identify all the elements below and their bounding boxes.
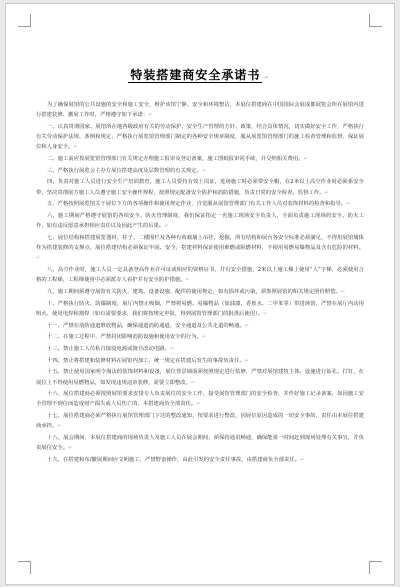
body-paragraph: [36, 287, 364, 297]
paragraph-mark: ↵: [196, 401, 201, 408]
paragraph-text: 六、施工期间严格遵守展馆的各项安全、防火管理制度，我们保证指定一名施工现场安全负责人，全面负责施工现场的安全、防火工作，如有违反愿意承担相应责任以及因此产生的后果。: [36, 213, 364, 230]
document-page: [6, 4, 394, 584]
body-paragraph: [36, 177, 364, 197]
paragraph-text: 十三、禁止施工人员私自接驳电源或擅自改动电路。: [47, 345, 170, 352]
body-paragraph: [36, 211, 364, 231]
body-paragraph: [36, 199, 364, 209]
body-paragraph: [36, 299, 364, 319]
page-corner-mark: [18, 14, 31, 27]
paragraph-mark: ↵: [185, 277, 190, 284]
paragraph-text: 二、施工前应按展览馆管理部门有关规定办理施工报审及登记备案，施工图纸报审同手续，并交纳相关费用。: [47, 156, 304, 163]
document-title: [6, 66, 394, 83]
body-paragraph: [36, 356, 364, 366]
body-paragraph: [36, 433, 364, 453]
paragraph-mark: ↵: [264, 75, 270, 81]
paragraph-text: 十六、展位搭建商必须按照展馆要求安排专人负责展位的安全工作，接受展馆管理部门的安全检查，并作好施工记录备案，如因施工安全管理不到位而造成财产损失或人员伤亡的，本搭建商负全部责任。: [36, 391, 364, 408]
paragraph-text: 三、严格执行展览会主办方展位搭建高度及层数管理的有关规定。: [47, 167, 202, 174]
paragraph-mark: ↵: [169, 345, 175, 352]
paragraph-text: 十一、严禁在消防通道堆放物品，确保通道消防通道、安全通道及公共走道的畅通。: [47, 322, 245, 329]
paragraph-text: 为了确保展馆的公共设施的安全和施工安全，维护该馆宁静、安全和环境整洁，本展位搭建商在中国国际会展成都展览会所在展馆内进行搭建装修、撤展工作时，严格遵守如下承诺：: [36, 102, 364, 119]
paragraph-mark: ↵: [190, 379, 196, 386]
body-paragraph: [36, 100, 364, 120]
body-paragraph: [36, 332, 364, 342]
document-title-text: 特装搭建商安全承诺书: [130, 68, 261, 82]
paragraph-mark: ↵: [164, 223, 169, 230]
paragraph-mark: ↵: [340, 288, 346, 295]
body-paragraph: [36, 321, 364, 331]
paragraph-mark: ↵: [299, 457, 305, 463]
paragraph-text: 十四、禁止将搭建和装修材料在展馆内加工，统一规定在搭建后发生的事故负责任。: [47, 357, 245, 364]
body-paragraph: [36, 344, 364, 354]
paragraph-text: 十二、在施工过程中，严禁封闭影响消防设施和使用安全的行为。: [47, 334, 202, 341]
paragraph-text: 十七、展位搭建商必须严格执行展馆管理部门下达的整改通知，按要求进行整改，因展位原因造成的一切安全事故，责任由本展位搭建商承担。: [36, 413, 364, 430]
page-corner-mark: [18, 561, 31, 574]
body-paragraph: [36, 367, 364, 387]
paragraph-mark: ↵: [68, 445, 73, 452]
body-paragraph: [36, 389, 364, 409]
paragraph-mark: ↵: [244, 357, 249, 364]
paragraph-mark: ↵: [36, 255, 41, 262]
paragraph-text: 九、施工期间须遵守展馆有关防火、建筑、设备设施、配件的使用规定，如有损坏或污染，须参照展馆的相关规定照价赔偿。: [47, 288, 341, 295]
body-paragraph: [36, 122, 364, 153]
paragraph-mark: ↵: [148, 112, 153, 119]
document-body: [36, 100, 364, 467]
paragraph-text: 一、认真贯彻国家、展馆所在地各级政府有关的劳动保护、安全生产管理的方针、政策，结合具体情况，切实做好安全工作，严格执行有关劳动保护法规、条例和规定，严格执行展览馆管理部门制定的各种安全规章制度，服从展览馆管理部门的施工检查管理和监督，保证展位和人身安全。: [36, 123, 364, 151]
body-paragraph: [36, 411, 364, 431]
paragraph-mark: ↵: [201, 167, 207, 174]
paragraph-text: 十、严格执行防火、防爆制度，展厅内禁止吸烟，严禁将易燃、易爆物品（如油漆、香蕉水、二甲苯等）带进场馆，严禁在展厅内动用明火、使用电焊和割焊（如有需要要求，我们将按规定申报，得到展馆管理部门的批准后使用）。: [36, 300, 364, 317]
paragraph-mark: ↵: [263, 310, 268, 317]
body-paragraph: [36, 166, 364, 176]
paragraph-mark: ↵: [303, 156, 308, 163]
paragraph-mark: ↵: [201, 334, 207, 341]
paragraph-text: 十八、展会期间，本展位搭建商的现场负责人及施工人员在展会期间，须保持通讯畅通，确保能第一时间赶到现场处理有关事宜，并负责展位安全。: [36, 435, 364, 452]
paragraph-mark: ↵: [346, 201, 351, 208]
paragraph-mark: ↵: [57, 423, 62, 430]
page-corner-mark: [369, 561, 382, 574]
body-paragraph: [36, 265, 364, 285]
paragraph-mark: ↵: [324, 189, 329, 196]
paragraph-mark: ↵: [244, 322, 249, 329]
paragraph-text: 十九、在搭建和布/撤展期间应文明施工，严禁野蛮操作，由此引发的安全责任事故，由搭建商负全部责任。: [47, 457, 300, 463]
page-corner-mark: [369, 14, 382, 27]
paragraph-mark: ↵: [73, 144, 78, 151]
body-paragraph: [36, 455, 364, 465]
paragraph-text: 七、展位结构和搭建展览器材、柱子、二楼围栏及各种有荷载墙上吊挂、挖掘，所有结构和展台各安全标准必须满足，不得用展馆墙体作为搭建装修的支撑点，展位搭建结构必须保证牢固、安全，搭建材料保证使用难燃或阻燃材料，不使用易燃易爆物品及含有危险的材料。: [36, 234, 364, 252]
paragraph-text: 八、高空作业时，施工人员一定具备登高作业许可证或相应的资格证书，并有安全措施，2米以上施工梯上使用“人”字梯，必须使用合格的工程梯，工程梯使用中必须派专人看护并有安全防护措施。: [36, 267, 364, 284]
paragraph-text: 五、严格按照展览馆关于展位下方的各项操作和使用规定作业，自觉服从展馆管理部门有关工作人员对装饰材料的检查和指导。: [47, 201, 347, 208]
paragraph-text: 十五、禁止使用国家明令淘汰的装饰材料和设备，展位背景墙面须按照规定进行装修，严禁对展馆建筑主体、设施进行钻孔、打钉，在展位上不得使用易燃物品，如发现违规违章装修，需要立即整改。: [36, 369, 364, 386]
paragraph-text: 四、负责对施工人员进行安全生产培训教育，施工人员要持有效上岗证，进场施工时必须带安全帽，在2米以上高空作业时必须系安全带，坚决贯彻展方施工人员遵守施工安全操作规程，按照规定配备安全防护和消防措施，负责日常的安全检查、监督工作。: [36, 179, 364, 196]
body-paragraph: [36, 154, 364, 164]
body-paragraph: [36, 233, 364, 264]
